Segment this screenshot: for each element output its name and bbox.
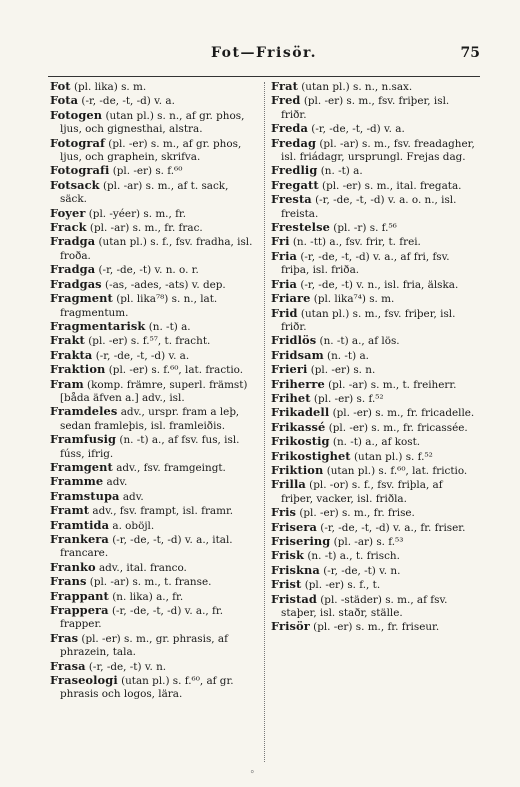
entry-gloss: (utan pl.) s. f.⁶⁰, lat. frictio. — [326, 464, 468, 477]
entry-headword: Frans — [50, 574, 87, 589]
footer-mark: ° — [250, 770, 255, 780]
entry-headword: Frappera — [50, 603, 109, 618]
entry-headword: Framdeles — [50, 404, 118, 419]
entry-headword: Fred — [271, 93, 301, 108]
entry-headword: Fria — [271, 276, 297, 291]
dictionary-entry — [50, 363, 254, 377]
dictionary-entry — [271, 363, 475, 377]
dictionary-entry — [50, 561, 254, 575]
entry-gloss: (pl. -er) s. f.⁵⁷, t. fracht. — [88, 335, 211, 348]
dictionary-entry — [50, 80, 254, 94]
dictionary-entry — [271, 334, 475, 348]
dictionary-entry — [50, 378, 254, 406]
dictionary-entry — [271, 221, 475, 235]
entry-gloss: (pl. -ar) s. f.⁵³ — [333, 536, 404, 548]
entry-headword: Framstupa — [50, 488, 120, 503]
entry-gloss: adv., ital. franco. — [98, 561, 187, 574]
entry-headword: Fri — [271, 234, 290, 249]
entry-gloss: (pl. lika⁷⁴) s. m. — [313, 293, 395, 306]
entry-gloss: (pl. -ar) s. m., fr. frac. — [89, 222, 203, 235]
entry-gloss: (pl. -er) s. f.⁶⁰, lat. fractio. — [108, 364, 244, 377]
entry-gloss: (-r, -de, -t, -d) v. a., ital. francare. — [60, 534, 233, 560]
entry-gloss: (-r, -de, -t, -d) v. a., fr. friser. — [320, 521, 466, 534]
dictionary-entry — [271, 506, 475, 520]
entry-gloss: (pl. -er) s. f.⁶⁰ — [112, 165, 183, 178]
entry-gloss: (-r, -de, -t, -d) v. a. — [81, 95, 175, 108]
dictionary-entry — [50, 575, 254, 589]
entry-headword: Frist — [271, 577, 302, 592]
entry-headword: Frisk — [271, 548, 305, 563]
dictionary-entry — [50, 590, 254, 604]
entry-gloss: (pl. lika) s. m. — [73, 81, 147, 93]
entry-headword: Fregatt — [271, 177, 319, 192]
entry-headword: Fradga — [50, 234, 96, 249]
entry-headword: Frikadell — [271, 405, 330, 420]
entry-gloss: (pl. -städer) s. m., af fsv. staþer, isl. staðr, ställe. — [281, 593, 448, 620]
dictionary-entry — [271, 478, 475, 506]
dictionary-entry — [50, 660, 254, 674]
entry-gloss: (pl. -ar) s. m., t. freiherr. — [328, 378, 457, 391]
entry-gloss: (-r, -de, -t, -d) v. a. o. n., isl. freista. — [281, 194, 457, 220]
entry-headword: Frakt — [50, 333, 85, 348]
entry-headword: Fotograf — [50, 135, 105, 150]
entry-gloss: (utan pl.) s. n., n.sax. — [301, 81, 413, 93]
entry-headword: Fridsam — [271, 347, 324, 362]
dictionary-entry — [271, 535, 475, 549]
dictionary-entry — [271, 80, 475, 94]
dictionary-entry — [271, 378, 475, 392]
dictionary-entry — [50, 349, 254, 363]
entry-headword: Fraktion — [50, 362, 106, 377]
entry-headword: Frappant — [50, 588, 109, 603]
entry-headword: Framme — [50, 474, 104, 489]
entry-gloss: (-r, -de, -t) v. n., isl. fria, älska. — [300, 278, 459, 291]
dictionary-entry — [50, 334, 254, 348]
dictionary-entry — [50, 632, 254, 660]
dictionary-entry — [271, 578, 475, 592]
dictionary-entry — [50, 278, 254, 292]
entry-headword: Fras — [50, 630, 79, 645]
entry-headword: Fridlös — [271, 333, 317, 348]
entry-headword: Frasa — [50, 658, 86, 673]
entry-headword: Freda — [271, 121, 308, 136]
dictionary-entry — [271, 94, 475, 122]
entry-headword: Framgent — [50, 459, 113, 474]
entry-gloss: (-r, -de, -t) v. n. — [323, 564, 401, 577]
entry-gloss: (n. -tt) a., fsv. frir, t. frei. — [292, 236, 421, 249]
entry-headword: Fotografi — [50, 163, 110, 178]
entry-gloss: (komp. främre, superl. främst) [båda äfven a.] adv., isl. — [60, 378, 248, 404]
entry-headword: Frisör — [271, 619, 310, 634]
header-rule — [48, 76, 480, 77]
entry-gloss: (-r, -de, -t, -d) v. a. — [311, 123, 405, 136]
dictionary-entry — [50, 604, 254, 632]
dictionary-entry — [50, 164, 254, 178]
entry-headword: Fradgas — [50, 276, 102, 291]
dictionary-entry — [271, 464, 475, 478]
dictionary-entry — [271, 421, 475, 435]
entry-headword: Fota — [50, 93, 79, 108]
dictionary-entry — [271, 164, 475, 178]
entry-headword: Frid — [271, 305, 298, 320]
entry-gloss: a. oböjl. — [112, 519, 155, 532]
dictionary-entry — [271, 521, 475, 535]
entry-gloss: (pl. -er) s. m., fsv. friþer, isl. friðr. — [281, 95, 450, 121]
entry-headword: Frihet — [271, 390, 311, 405]
entry-headword: Friskna — [271, 562, 320, 577]
entry-headword: Framfusig — [50, 432, 117, 447]
entry-gloss: (pl. -er) s. f., t. — [304, 579, 381, 592]
entry-gloss: (utan pl.) s. f.⁶⁰, af gr. phrasis och logos, lära. — [60, 675, 234, 701]
entry-gloss: (n. -t) a. — [148, 320, 191, 333]
entry-gloss: (pl. -or) s. f., fsv. friþla, af friþer, vacker, isl. friðla. — [281, 479, 443, 505]
entry-headword: Framtida — [50, 517, 110, 532]
dictionary-entry — [50, 235, 254, 263]
entry-gloss: (pl. -r) s. f.⁵⁶ — [333, 222, 397, 235]
entry-headword: Frisering — [271, 534, 331, 548]
entry-headword: Fredag — [271, 135, 317, 150]
entry-gloss: adv., fsv. frampt, isl. framr. — [92, 505, 234, 518]
entry-gloss: (pl. lika⁷⁸) s. n., lat. fragmentum. — [60, 293, 218, 319]
entry-gloss: (pl. -er) s. m., fr. fricadelle. — [332, 407, 475, 420]
entry-headword: Fot — [50, 79, 71, 93]
dictionary-entry — [50, 433, 254, 461]
entry-gloss: adv., urspr. fram a leþ, sedan framleþis, isl. framleiðis. — [60, 406, 240, 432]
entry-gloss: (n. -t) a., t. frisch. — [307, 550, 400, 563]
dictionary-entry — [271, 179, 475, 193]
dictionary-entry — [271, 307, 475, 335]
dictionary-entry — [50, 263, 254, 277]
entry-gloss: (n. -t) a. — [327, 349, 369, 362]
dictionary-entry — [50, 519, 254, 533]
page-title: Fot—Frisör. — [210, 45, 318, 61]
dictionary-entry — [50, 461, 254, 475]
entry-headword: Friherre — [271, 376, 325, 391]
entry-headword: Foyer — [50, 205, 86, 220]
left-column — [50, 80, 254, 702]
entry-gloss: (pl. -er) s. m., ital. fregata. — [322, 179, 462, 192]
right-column — [271, 80, 475, 635]
entry-headword: Fris — [271, 505, 297, 520]
entry-headword: Fragment — [50, 291, 113, 306]
entry-gloss: (pl. -er) s. m., fr. friseur. — [313, 621, 440, 634]
dictionary-entry — [50, 221, 254, 235]
entry-headword: Frat — [271, 79, 298, 93]
dictionary-entry — [50, 490, 254, 504]
entry-headword: Framt — [50, 503, 90, 518]
entry-headword: Fotogen — [50, 107, 103, 122]
entry-headword: Frakta — [50, 347, 93, 362]
dictionary-entry — [271, 193, 475, 221]
entry-gloss: (n. -t) a., af lös. — [319, 335, 400, 348]
dictionary-entry — [50, 674, 254, 702]
entry-gloss: (utan pl.) s. f.⁵² — [353, 450, 433, 463]
dictionary-entry — [271, 564, 475, 578]
dictionary-entry — [271, 392, 475, 406]
dictionary-entry — [50, 320, 254, 334]
entry-gloss: (n. -t) a., af fsv. fus, isl. fúss, ifrig. — [60, 434, 240, 460]
entry-gloss: adv. — [122, 490, 144, 503]
entry-headword: Fria — [271, 248, 297, 263]
entry-gloss: adv., fsv. framgeingt. — [116, 461, 226, 474]
entry-gloss: (n. -t) a., af kost. — [332, 436, 421, 449]
entry-headword: Fraseologi — [50, 673, 118, 688]
entry-gloss: (pl. -ar) s. m., t. franse. — [89, 576, 212, 589]
dictionary-entry — [271, 235, 475, 249]
entry-gloss: (pl. -er) s. n. — [310, 364, 376, 377]
dictionary-entry — [271, 349, 475, 363]
entry-gloss: (utan pl.) s. n., af gr. phos, ljus, och gignesthai, alstra. — [60, 109, 245, 136]
dictionary-entry — [50, 475, 254, 489]
entry-gloss: (utan pl.) s. m., fsv. friþer, isl. friðr. — [281, 307, 456, 333]
entry-headword: Fram — [50, 376, 84, 391]
page-number: 75 — [460, 45, 480, 61]
entry-headword: Frack — [50, 220, 87, 235]
dictionary-entry — [271, 450, 475, 464]
dictionary-entry — [50, 405, 254, 433]
entry-gloss: (n. lika) a., fr. — [112, 590, 184, 603]
entry-headword: Franko — [50, 559, 96, 574]
entry-gloss: (-r, -de, -t, -d) v. a., af fri, fsv. friþa, isl. friða. — [281, 250, 450, 277]
entry-gloss: (n. -t) a. — [320, 165, 363, 178]
entry-gloss: (pl. -er) s. m., fr. frise. — [299, 507, 415, 520]
dictionary-entry — [50, 137, 254, 165]
entry-headword: Fotsack — [50, 177, 100, 192]
entry-gloss: (-r, -de, -t, -d) v. a. — [95, 349, 190, 362]
dictionary-entry — [271, 122, 475, 136]
dictionary-entry — [50, 504, 254, 518]
dictionary-entry — [271, 593, 475, 621]
entry-headword: Frankera — [50, 532, 109, 546]
page-header — [48, 45, 480, 65]
entry-gloss: adv. — [106, 476, 128, 489]
entry-headword: Fristad — [271, 591, 317, 606]
entry-gloss: (-r, -de, -t) v. n. — [88, 660, 167, 673]
dictionary-entry — [50, 109, 254, 137]
dictionary-entry — [50, 94, 254, 108]
entry-headword: Frieri — [271, 362, 308, 377]
dictionary-entry — [50, 207, 254, 221]
entry-headword: Frisera — [271, 519, 317, 534]
entry-headword: Fresta — [271, 192, 312, 207]
entry-gloss: (pl. -er) s. m., fr. fricassée. — [328, 421, 468, 434]
dictionary-entry — [271, 435, 475, 449]
entry-gloss: (-r, -de, -t) v. n. o. r. — [98, 264, 199, 277]
dictionary-entry — [50, 179, 254, 207]
dictionary-entry — [271, 292, 475, 306]
entry-headword: Fragmentarisk — [50, 318, 146, 333]
entry-headword: Friare — [271, 291, 311, 306]
dictionary-entry — [271, 250, 475, 278]
entry-headword: Frestelse — [271, 220, 330, 235]
entry-gloss: (pl. -er) s. m., af gr. phos, ljus, och graphein, skrifva. — [60, 137, 242, 164]
entry-gloss: (pl. -yéer) s. m., fr. — [88, 207, 187, 220]
dictionary-entry — [271, 278, 475, 292]
dictionary-entry — [271, 406, 475, 420]
entry-gloss: (pl. -ar) s. m., fsv. freadagher, isl. friádagr, ursprungl. Frejas dag. — [281, 137, 475, 164]
entry-headword: Fredlig — [271, 163, 318, 178]
dictionary-entry — [50, 533, 254, 561]
entry-headword: Frilla — [271, 477, 306, 492]
column-divider — [264, 82, 265, 762]
entry-headword: Frikassé — [271, 419, 326, 434]
dictionary-entry — [271, 620, 475, 634]
entry-gloss: (pl. -ar) s. m., af t. sack, säck. — [60, 179, 229, 206]
entry-headword: Frikostig — [271, 434, 330, 449]
dictionary-entry — [271, 137, 475, 165]
dictionary-entry — [271, 549, 475, 563]
dictionary-entry — [50, 292, 254, 320]
entry-headword: Fradga — [50, 262, 96, 277]
entry-gloss: (pl. -er) s. f.⁵² — [313, 392, 384, 405]
entry-gloss: (pl. -er) s. m., gr. phrasis, af phrazein, tala. — [60, 632, 228, 659]
entry-gloss: (utan pl.) s. f., fsv. fradha, isl. froða. — [60, 236, 253, 262]
entry-headword: Friktion — [271, 462, 324, 477]
entry-headword: Frikostighet — [271, 448, 351, 463]
entry-gloss: (-r, -de, -t, -d) v. a., fr. frapper. — [60, 605, 223, 631]
entry-gloss: (-as, -ades, -ats) v. dep. — [105, 278, 226, 291]
